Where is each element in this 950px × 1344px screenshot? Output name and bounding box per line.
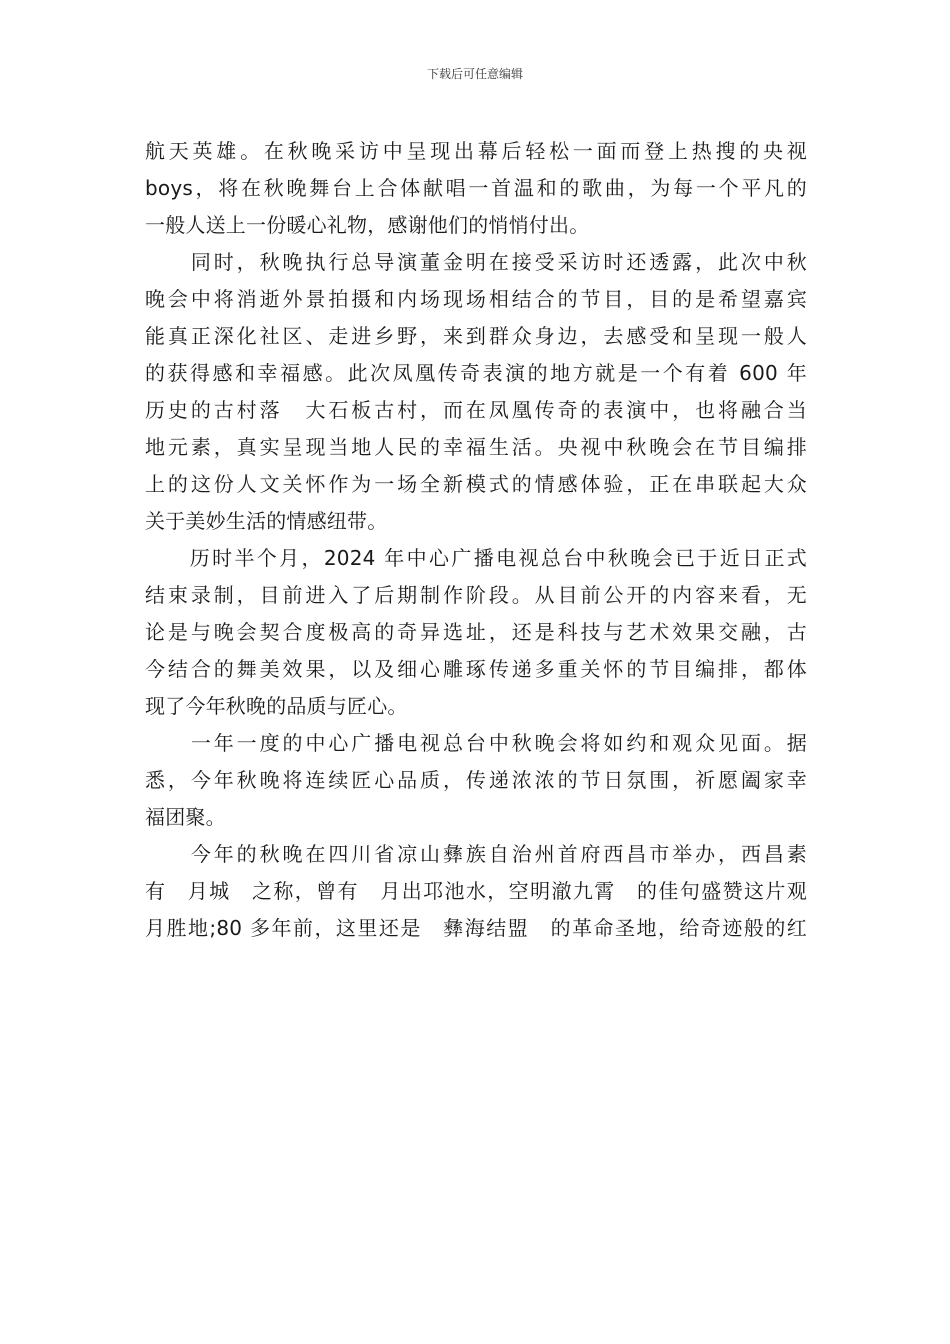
text-line: 能真正深化社区、走进乡野，来到群众身边，去感受和呈现一般人	[145, 324, 807, 348]
text-line: 航天英雄。在秋晚采访中呈现出幕后轻松一面而登上热搜的央视	[145, 139, 807, 163]
text-line: 现了今年秋晚的品质与匠心。	[145, 694, 408, 718]
text-line: 历史的古村落 大石板古村，而在凤凰传奇的表演中，也将融合当	[145, 398, 807, 422]
document-body	[145, 133, 807, 947]
text-line: 有 月城 之称，曾有 月出邛池水，空明澈九霄 的佳句盛赞这片观	[145, 879, 807, 903]
paragraph-3	[145, 540, 807, 725]
text-line: 同时，秋晚执行总导演董金明在接受采访时还透露，此次中秋	[145, 250, 807, 274]
paragraph-1	[145, 133, 807, 244]
paragraph-5	[145, 836, 807, 947]
text-line: boys，将在秋晚舞台上合体献唱一首温和的歌曲，为每一个平凡的	[145, 176, 807, 200]
paragraph-4	[145, 725, 807, 836]
text-line: 地元素，真实呈现当地人民的幸福生活。央视中秋晚会在节目编排	[145, 435, 807, 459]
text-line: 福团聚。	[145, 805, 226, 829]
text-line: 论是与晚会契合度极高的奇异选址，还是科技与艺术效果交融，古	[145, 620, 807, 644]
page-header: 下载后可任意编辑	[426, 67, 523, 81]
text-line: 上的这份人文关怀作为一场全新模式的情感体验，正在串联起大众	[145, 472, 807, 496]
text-line: 关于美妙生活的情感纽带。	[145, 509, 388, 533]
text-line: 一般人送上一份暖心礼物，感谢他们的悄悄付出。	[145, 213, 590, 237]
text-line: 的获得感和幸福感。此次凤凰传奇表演的地方就是一个有着 600 年	[145, 361, 807, 385]
text-line: 历时半个月，2024 年中心广播电视总台中秋晚会已于近日正式	[145, 546, 807, 570]
text-line: 今结合的舞美效果，以及细心雕琢传递多重关怀的节目编排，都体	[145, 657, 807, 681]
text-line: 晚会中将消逝外景拍摄和内场现场相结合的节目，目的是希望嘉宾	[145, 287, 807, 311]
text-line: 悉，今年秋晚将连续匠心品质，传递浓浓的节日氛围，祈愿阖家幸	[145, 768, 807, 792]
text-line: 结束录制，目前进入了后期制作阶段。从目前公开的内容来看，无	[145, 583, 807, 607]
paragraph-2	[145, 244, 807, 540]
text-line: 今年的秋晚在四川省凉山彝族自治州首府西昌市举办，西昌素	[145, 842, 807, 866]
text-line: 月胜地;80 多年前，这里还是 彝海结盟 的革命圣地，给奇迹般的红	[145, 916, 807, 940]
text-line: 一年一度的中心广播电视总台中秋晚会将如约和观众见面。据	[145, 731, 807, 755]
